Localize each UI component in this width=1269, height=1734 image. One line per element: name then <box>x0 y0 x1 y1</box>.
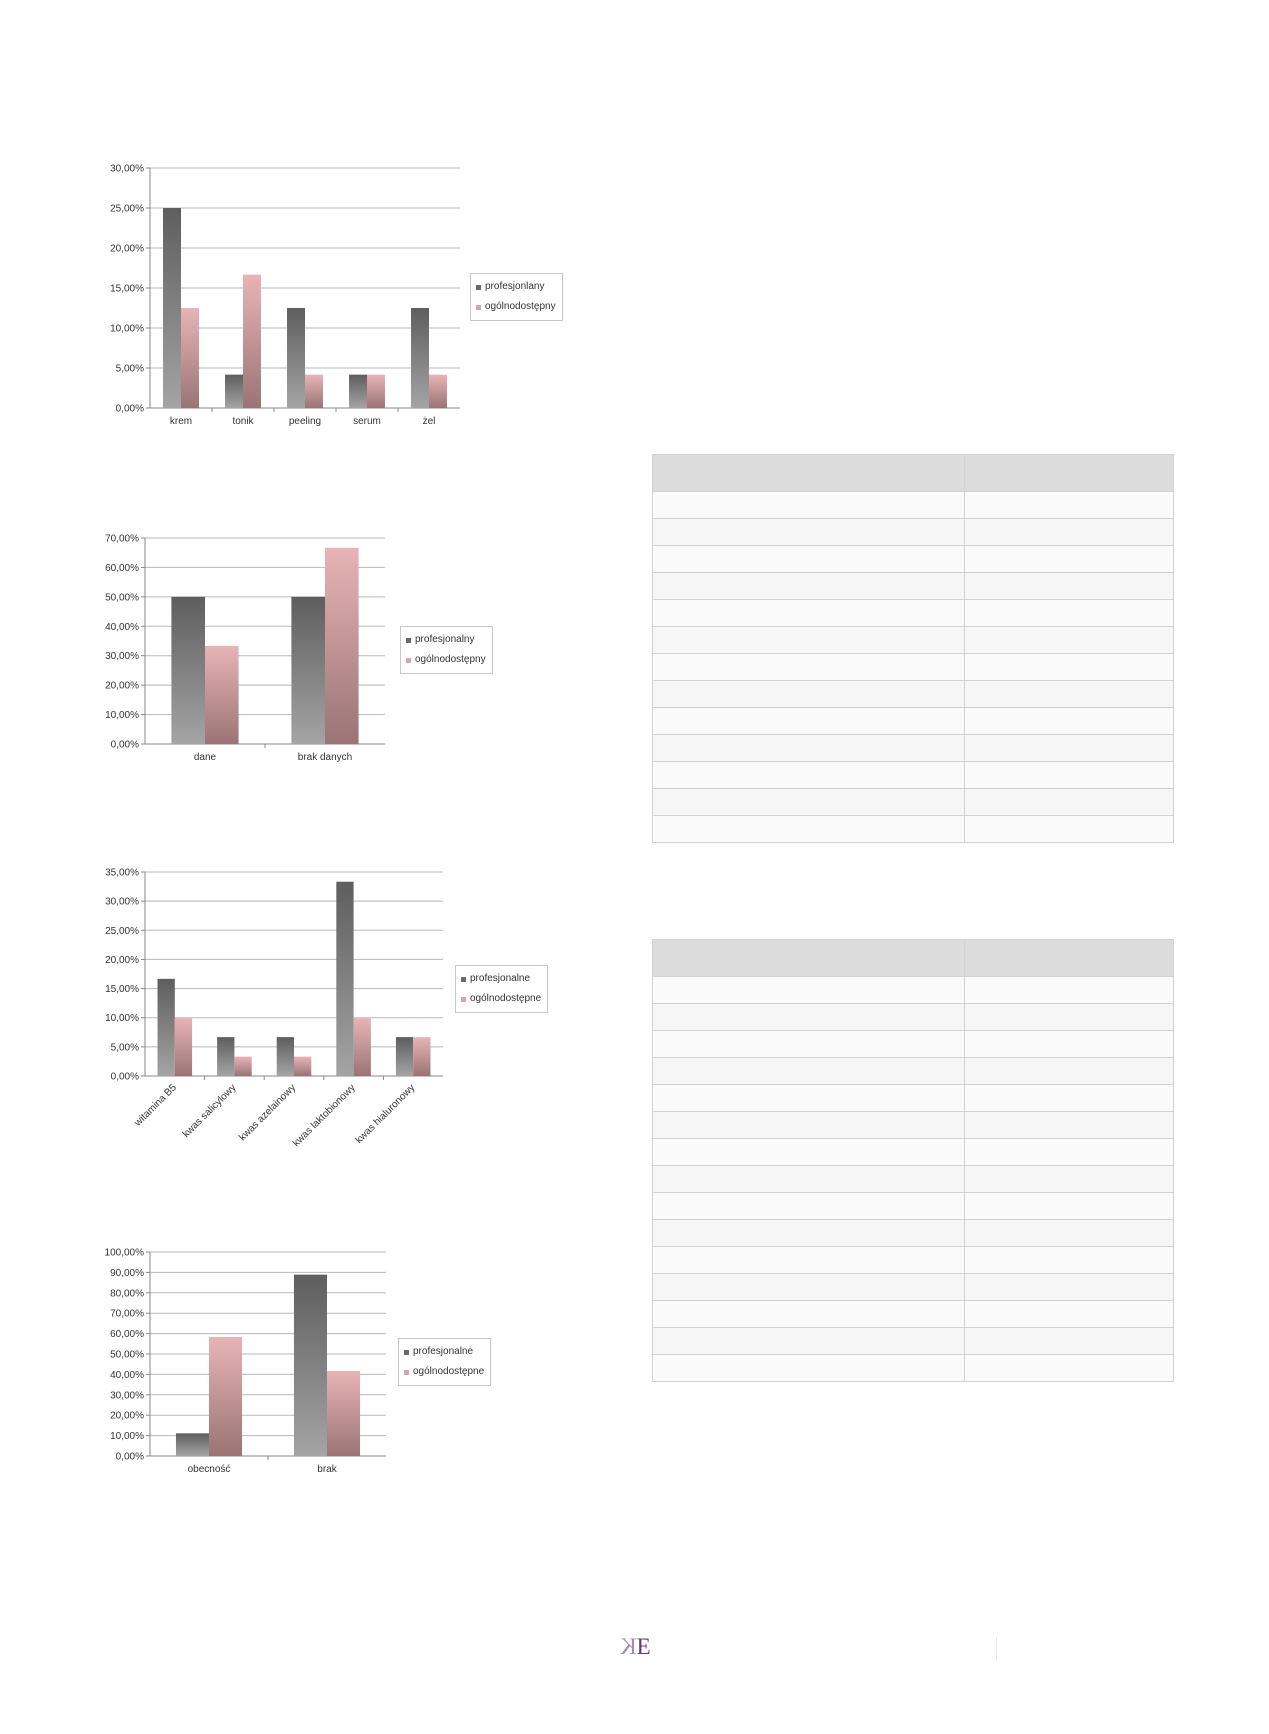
table-header-cell <box>653 455 965 492</box>
bar-series-1 <box>287 308 305 408</box>
table-cell <box>965 627 1174 654</box>
table-cell <box>653 654 965 681</box>
table-cell <box>965 573 1174 600</box>
y-tick-label: 0,00% <box>110 1071 139 1083</box>
bar-series-2 <box>175 1018 192 1076</box>
chart-3-legend <box>455 965 548 1013</box>
legend-entry-series-1 <box>476 277 556 297</box>
table-cell <box>653 1274 965 1301</box>
table-cell <box>965 519 1174 546</box>
footer-divider <box>996 1637 997 1661</box>
table-row <box>653 1328 1174 1355</box>
table-row <box>653 1085 1174 1112</box>
bar-series-1 <box>411 308 429 408</box>
bar-series-1 <box>291 597 325 744</box>
table-cell <box>653 492 965 519</box>
table-cell <box>653 681 965 708</box>
legend-swatch-dark <box>476 285 481 290</box>
table-row <box>653 1139 1174 1166</box>
y-tick-label: 15,00% <box>110 283 144 295</box>
legend-entry-series-2 <box>476 297 556 317</box>
table-cell <box>965 977 1174 1004</box>
table-cell <box>653 519 965 546</box>
table-cell <box>653 1166 965 1193</box>
bar-series-2 <box>294 1057 311 1076</box>
chart-2 <box>100 530 500 790</box>
table-row <box>653 1004 1174 1031</box>
table-cell <box>653 573 965 600</box>
table-row <box>653 1301 1174 1328</box>
table-cell <box>965 1031 1174 1058</box>
bar-series-2 <box>413 1037 430 1076</box>
y-tick-label: 60,00% <box>110 1329 144 1341</box>
x-category-label: kwas salicylowy <box>180 1082 239 1141</box>
y-tick-label: 0,00% <box>115 1451 144 1463</box>
table-row <box>653 1112 1174 1139</box>
y-tick-label: 25,00% <box>105 925 139 937</box>
table-row <box>653 573 1174 600</box>
table-cell <box>965 1085 1174 1112</box>
table-cell <box>965 762 1174 789</box>
bar-series-1 <box>277 1037 294 1076</box>
table-header-row <box>653 940 1174 977</box>
table-cell <box>653 977 965 1004</box>
table-row <box>653 1193 1174 1220</box>
table-row <box>653 1274 1174 1301</box>
table-cell <box>965 1004 1174 1031</box>
bar-series-2 <box>209 1337 242 1456</box>
x-category-label: peeling <box>288 416 322 427</box>
y-tick-label: 20,00% <box>110 1410 144 1422</box>
table-cell <box>653 708 965 735</box>
y-tick-label: 15,00% <box>105 984 139 996</box>
table-cell <box>965 681 1174 708</box>
table-cell <box>653 1301 965 1328</box>
y-tick-label: 100,00% <box>104 1247 144 1259</box>
x-category-label: brak <box>317 1464 337 1475</box>
x-category-label: kwas hialuronowy <box>353 1082 418 1146</box>
table-cell <box>653 1328 965 1355</box>
y-tick-label: 50,00% <box>110 1349 144 1361</box>
bar-series-1 <box>163 208 181 408</box>
table-cell <box>653 1004 965 1031</box>
chart-1 <box>100 160 570 460</box>
legend-label: ogólnodostępny <box>415 654 486 665</box>
table-row <box>653 1220 1174 1247</box>
y-tick-label: 0,00% <box>110 739 139 751</box>
table-row <box>653 816 1174 843</box>
table-row <box>653 654 1174 681</box>
bar-series-1 <box>225 375 243 408</box>
table-header-cell <box>965 940 1174 977</box>
table-cell <box>653 789 965 816</box>
y-tick-label: 60,00% <box>105 562 139 574</box>
y-tick-label: 30,00% <box>105 651 139 663</box>
y-tick-label: 30,00% <box>110 163 144 175</box>
table-row <box>653 762 1174 789</box>
legend-swatch-dark <box>404 1350 409 1355</box>
x-category-label: obecność <box>187 1464 231 1475</box>
y-tick-label: 80,00% <box>110 1288 144 1300</box>
legend-label: profesjonlany <box>485 281 545 292</box>
data-table-1 <box>652 454 1174 843</box>
table-row <box>653 1166 1174 1193</box>
x-category-label: dane <box>193 752 217 763</box>
legend-entry-series-1 <box>461 969 541 989</box>
table-cell <box>965 1193 1174 1220</box>
bar-series-1 <box>336 882 353 1076</box>
table-cell <box>965 735 1174 762</box>
chart-4 <box>100 1247 500 1492</box>
y-tick-label: 10,00% <box>105 1013 139 1025</box>
table-header-cell <box>965 455 1174 492</box>
table-cell <box>965 789 1174 816</box>
table-cell <box>965 1247 1174 1274</box>
y-tick-label: 70,00% <box>110 1308 144 1320</box>
table-cell <box>653 735 965 762</box>
bar-series-1 <box>158 979 175 1076</box>
table-cell <box>653 600 965 627</box>
data-table-2 <box>652 939 1174 1382</box>
table-row <box>653 627 1174 654</box>
bar-series-2 <box>429 375 447 408</box>
legend-label: ogólnodostępny <box>485 301 556 312</box>
table-cell <box>965 1274 1174 1301</box>
x-category-label: tonik <box>232 416 254 427</box>
y-tick-label: 30,00% <box>105 896 139 908</box>
table-cell <box>965 654 1174 681</box>
table-cell <box>965 1301 1174 1328</box>
legend-swatch-dark <box>406 638 411 643</box>
table-cell <box>965 1058 1174 1085</box>
y-tick-label: 10,00% <box>110 323 144 335</box>
table-row <box>653 789 1174 816</box>
y-tick-label: 25,00% <box>110 203 144 215</box>
table-cell <box>965 600 1174 627</box>
legend-swatch-pink <box>406 658 411 663</box>
y-tick-label: 20,00% <box>105 680 139 692</box>
publisher-logo: KE <box>622 1634 649 1659</box>
legend-entry-series-2 <box>406 650 486 670</box>
legend-swatch-dark <box>461 977 466 982</box>
chart-2-legend <box>400 626 493 674</box>
legend-swatch-pink <box>476 305 481 310</box>
legend-entry-series-1 <box>406 630 486 650</box>
table-cell <box>653 546 965 573</box>
bar-series-2 <box>305 375 323 408</box>
table-row <box>653 1031 1174 1058</box>
table-row <box>653 708 1174 735</box>
bar-series-2 <box>205 646 239 744</box>
x-category-label: żel <box>422 416 436 427</box>
legend-label: ogólnodostępne <box>413 1366 485 1377</box>
y-tick-label: 50,00% <box>105 592 139 604</box>
x-category-label: kwas azelainowy <box>237 1082 299 1144</box>
table-row <box>653 519 1174 546</box>
table-cell <box>653 1085 965 1112</box>
bar-series-2 <box>354 1018 371 1076</box>
y-tick-label: 5,00% <box>110 1042 139 1054</box>
table-cell <box>653 1193 965 1220</box>
legend-label: ogólnodostępne <box>470 993 542 1004</box>
table-cell <box>653 1139 965 1166</box>
table-cell <box>653 1220 965 1247</box>
table-cell <box>965 492 1174 519</box>
legend-label: profesjonalne <box>413 1346 474 1357</box>
y-tick-label: 40,00% <box>110 1369 144 1381</box>
table-header-cell <box>653 940 965 977</box>
legend-swatch-pink <box>461 997 466 1002</box>
table-header-row <box>653 455 1174 492</box>
y-tick-label: 70,00% <box>105 533 139 545</box>
y-tick-label: 40,00% <box>105 621 139 633</box>
table-row <box>653 977 1174 1004</box>
legend-label: profesjonalne <box>470 973 531 984</box>
table-cell <box>965 546 1174 573</box>
table-cell <box>653 627 965 654</box>
table-cell <box>965 816 1174 843</box>
table-cell <box>653 816 965 843</box>
table-cell <box>653 1247 965 1274</box>
y-tick-label: 90,00% <box>110 1267 144 1279</box>
bar-series-1 <box>171 597 205 744</box>
y-tick-label: 30,00% <box>110 1390 144 1402</box>
table-row <box>653 492 1174 519</box>
bar-series-2 <box>327 1371 360 1456</box>
x-category-label: kwas laktobionowy <box>290 1082 358 1150</box>
bar-series-1 <box>349 375 367 408</box>
table-cell <box>653 762 965 789</box>
x-category-label: serum <box>353 416 381 427</box>
y-tick-label: 20,00% <box>110 243 144 255</box>
table-row <box>653 681 1174 708</box>
y-tick-label: 20,00% <box>105 954 139 966</box>
table-cell <box>965 1112 1174 1139</box>
table-cell <box>965 708 1174 735</box>
table-cell <box>653 1355 965 1382</box>
table-row <box>653 735 1174 762</box>
bar-series-2 <box>234 1057 251 1076</box>
bar-series-1 <box>176 1433 209 1456</box>
x-category-label: krem <box>169 416 193 427</box>
y-tick-label: 10,00% <box>105 710 139 722</box>
chart-3-plot <box>100 864 580 1184</box>
bar-series-1 <box>396 1037 413 1076</box>
bar-series-2 <box>181 308 199 408</box>
table-cell <box>653 1058 965 1085</box>
table-cell <box>965 1328 1174 1355</box>
legend-entry-series-1 <box>404 1342 484 1362</box>
table-cell <box>965 1166 1174 1193</box>
y-tick-label: 35,00% <box>105 867 139 879</box>
bar-series-1 <box>217 1037 234 1076</box>
x-category-label: brak danych <box>297 752 353 763</box>
chart-4-legend <box>398 1338 491 1386</box>
y-tick-label: 10,00% <box>110 1431 144 1443</box>
chart-1-legend <box>470 273 563 321</box>
table-row <box>653 1355 1174 1382</box>
bar-series-1 <box>294 1275 327 1456</box>
table-row <box>653 1058 1174 1085</box>
chart-3 <box>100 864 580 1184</box>
x-category-label: witamina B5 <box>132 1082 179 1129</box>
legend-label: profesjonalny <box>415 634 475 645</box>
bar-series-2 <box>325 548 359 744</box>
table-row <box>653 600 1174 627</box>
table-cell <box>965 1139 1174 1166</box>
table-cell <box>653 1031 965 1058</box>
table-row <box>653 1247 1174 1274</box>
table-row <box>653 546 1174 573</box>
legend-swatch-pink <box>404 1370 409 1375</box>
table-cell <box>965 1355 1174 1382</box>
bar-series-2 <box>243 275 261 408</box>
table-cell <box>653 1112 965 1139</box>
bar-series-2 <box>367 375 385 408</box>
legend-entry-series-2 <box>461 989 541 1009</box>
y-tick-label: 5,00% <box>115 363 144 375</box>
y-tick-label: 0,00% <box>115 403 144 415</box>
legend-entry-series-2 <box>404 1362 484 1382</box>
table-cell <box>965 1220 1174 1247</box>
